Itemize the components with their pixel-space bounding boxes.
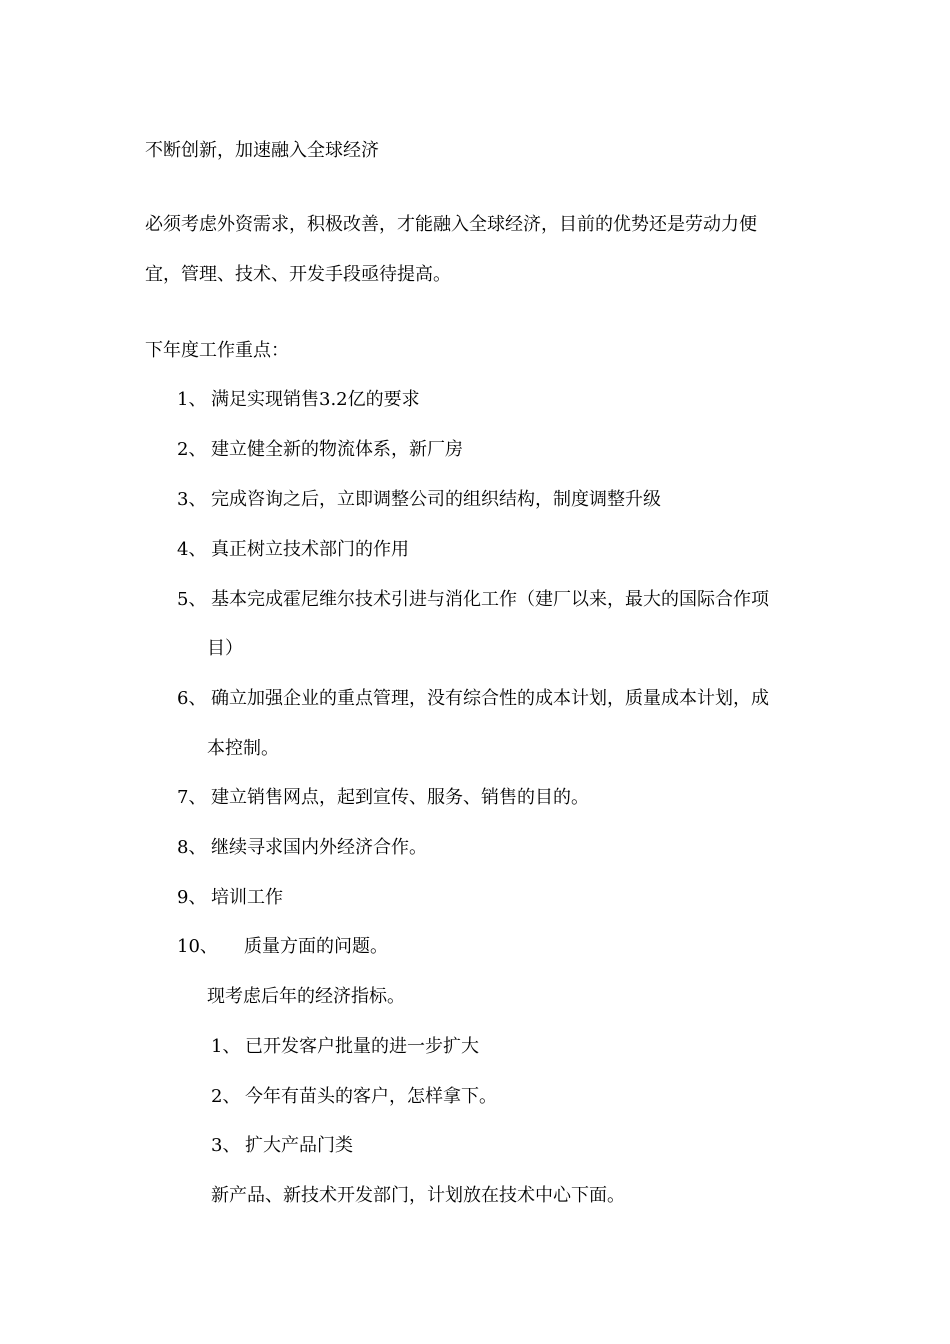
list-number: 8、: [177, 837, 207, 858]
indicator-item-2: [211, 1085, 497, 1109]
focus-item-6: [177, 687, 769, 711]
focus-item-3: [177, 488, 661, 512]
list-number: 1、: [177, 389, 207, 410]
list-text: 扩大产品门类: [245, 1135, 353, 1156]
list-number: 5、: [177, 589, 207, 610]
indicator-item-3: [211, 1134, 353, 1158]
list-number: 1、: [211, 1036, 241, 1057]
focus-item-5-continuation: 目）: [207, 638, 243, 659]
list-number: 3、: [177, 489, 207, 510]
list-text: 完成咨询之后，立即调整公司的组织结构，制度调整升级: [211, 489, 661, 510]
list-text: 建立健全新的物流体系，新厂房: [211, 439, 463, 460]
list-text: 继续寻求国内外经济合作。: [211, 837, 427, 858]
paragraph-line-1: 必须考虑外资需求，积极改善，才能融入全球经济，目前的优势还是劳动力便: [145, 214, 757, 235]
focus-item-4: [177, 538, 409, 562]
list-text: 培训工作: [211, 887, 283, 908]
focus-item-2: [177, 438, 463, 462]
heading: 不断创新，加速融入全球经济: [145, 140, 379, 161]
list-text: 确立加强企业的重点管理，没有综合性的成本计划，质量成本计划，成: [211, 688, 769, 709]
indicators-title: 现考虑后年的经济指标。: [207, 986, 405, 1007]
list-number: 3、: [211, 1135, 241, 1156]
list-number: 10、: [177, 936, 218, 957]
list-text: 真正树立技术部门的作用: [211, 539, 409, 560]
focus-item-10: [177, 935, 388, 959]
list-text: 已开发客户批量的进一步扩大: [245, 1036, 479, 1057]
paragraph-line-2: 宜，管理、技术、开发手段亟待提高。: [145, 264, 451, 285]
list-number: 9、: [177, 887, 207, 908]
closing-note: 新产品、新技术开发部门，计划放在技术中心下面。: [211, 1185, 625, 1206]
list-number: 2、: [177, 439, 207, 460]
list-text: 质量方面的问题。: [244, 936, 388, 957]
focus-item-8: [177, 836, 427, 860]
indicator-item-1: [211, 1035, 479, 1059]
list-number: 6、: [177, 688, 207, 709]
focus-item-9: [177, 886, 283, 910]
list-number: 7、: [177, 787, 207, 808]
focus-item-6-continuation: 本控制。: [207, 738, 279, 759]
list-number: 2、: [211, 1086, 241, 1107]
list-text: 满足实现销售3.2亿的要求: [211, 389, 420, 410]
focus-item-7: [177, 786, 589, 810]
focus-title: 下年度工作重点：: [145, 340, 289, 361]
focus-item-1: [177, 388, 420, 412]
focus-item-5: [177, 588, 769, 612]
list-text: 建立销售网点，起到宣传、服务、销售的目的。: [211, 787, 589, 808]
list-text: 今年有苗头的客户，怎样拿下。: [245, 1086, 497, 1107]
list-text: 基本完成霍尼维尔技术引进与消化工作（建厂以来，最大的国际合作项: [211, 589, 769, 610]
list-number: 4、: [177, 539, 207, 560]
